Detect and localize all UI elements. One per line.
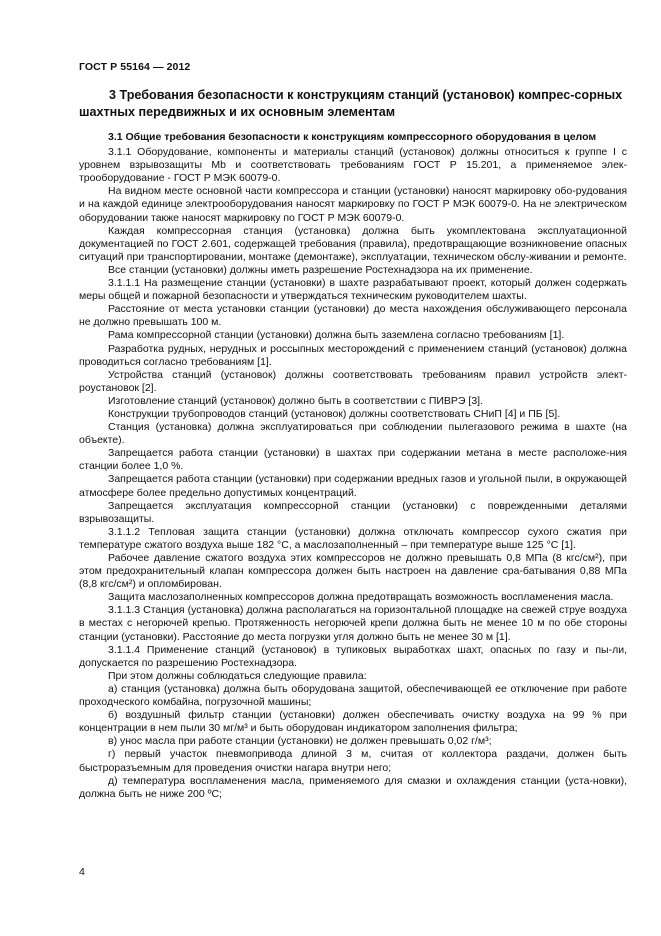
section-title-text: 3 Требования безопасности к конструкциям станций (установок) компрес-сорных шахтных передвижных и их основным элементам bbox=[79, 88, 623, 119]
paragraph: Защита маслозаполненных компрессоров должна предотвращать возможность воспламенения масла. bbox=[108, 591, 614, 604]
paragraph: При этом должны соблюдаться следующие правила: bbox=[108, 669, 367, 682]
paragraph: 3.1.1.4 Применение станций (установок) в тупиковых выработках шахт, опасных по газу и пы-ли, допускается по разрешению Ростехнадзора. bbox=[79, 643, 627, 669]
page-number: 4 bbox=[79, 866, 85, 878]
paragraph: 3.1.1.1 На размещение станции (установки) в шахте разрабатывают проект, который должен содержать меры общей и пожарной безопасности и утверждаться техническим руководителем шахты. bbox=[79, 277, 627, 303]
paragraph: Запрещается работа станции (установки) при содержании вредных газов и угольной пыли, в окружающей атмосфере более предельно допустимых концентраций. bbox=[79, 473, 627, 499]
paragraph: Запрещается эксплуатация компрессорной станции (установки) с поврежденными деталями взрывозащиты. bbox=[79, 499, 627, 525]
paragraph: Изготовление станций (установок) должно быть в соответствии с ПИВРЭ [3]. bbox=[108, 394, 483, 407]
paragraph: Устройства станций (установок) должны соответствовать требованиям правил устройств элект-роустановок [2]. bbox=[79, 368, 627, 394]
paragraph: Конструкции трубопроводов станций (установок) должны соответствовать СНиП [4] и ПБ [5]. bbox=[108, 407, 561, 420]
subsection-heading: 3.1 Общие требования безопасности к конструкциям компрессорного оборудования в целом bbox=[108, 131, 597, 143]
paragraph: г) первый участок пневмопривода длиной 3 м, считая от коллектора раздачи, должен быть быстроразъемным для проведения очистки нагара внутри него; bbox=[79, 748, 627, 774]
paragraph: д) температура воспламенения масла, применяемого для смазки и охлаждения станции (уста-новки), должна быть не ниже 200 ºС; bbox=[79, 774, 627, 800]
paragraph: Рабочее давление сжатого воздуха этих компрессоров не должно превышать 0,8 МПа (8 кгс/см²), при этом предохранительный клапан компрессора должен быть настроен на давление сра-батывания 0,88 МПа (8,8 кгс/см²) и опломбирован. bbox=[79, 552, 627, 591]
document-header: ГОСТ Р 55164 — 2012 bbox=[79, 61, 191, 73]
paragraph: 3.1.1.3 Станция (установка) должна располагаться на горизонтальной площадке на свежей струе воздуха в местах с негорючей крепью. Протяженность негорючей крепи должна быть не менее 10 м по обе стороны станции (установки). Расстояние до места погрузки угля должно быть не менее 30 м [1]. bbox=[79, 604, 627, 643]
paragraph: Все станции (установки) должны иметь разрешение Ростехнадзора на их применение. bbox=[108, 263, 533, 276]
paragraph: На видном месте основной части компрессора и станции (установки) наносят маркировку обо-рудования и на каждой единице электрооборудования наносят маркировку по ГОСТ Р МЭК 60079-0. На не электрическом оборудовании также наносят маркировку по ГОСТ Р МЭК 60079-0. bbox=[79, 185, 627, 224]
paragraph: Каждая компрессорная станция (установка) должна быть укомплектована эксплуатационной документацией по ГОСТ 2.601, содержащей требования (правила), предотвращающие возникновение опасных ситуаций при транспортировании, монтаже (демонтаже), эксплуатации, техническом обслу-живании и ремонте. bbox=[79, 224, 627, 263]
paragraph: Запрещается работа станции (установки) в шахтах при содержании метана в месте расположе-ния станции более 1,0 %. bbox=[79, 447, 627, 473]
paragraph: Расстояние от места установки станции (установки) до места нахождения обслуживающего персонала не должно превышать 100 м. bbox=[79, 303, 627, 329]
paragraph: Рама компрессорной станции (установки) должна быть заземлена согласно требованиям [1]. bbox=[108, 329, 565, 342]
paragraph: 3.1.1 Оборудование, компоненты и материалы станций (установок) должны относиться к группе I с уровнем взрывозащиты Mb и соответствовать требованиям ГОСТ Р 15.201, а применяемое элек-трооборудование - ГОСТ Р МЭК 60079-0. bbox=[79, 146, 627, 185]
paragraph: в) унос масла при работе станции (установки) не должен превышать 0,02 г/м³; bbox=[108, 735, 492, 748]
document-body bbox=[79, 131, 627, 801]
paragraph: б) воздушный фильтр станции (установки) должен обеспечивать очистку воздуха на 99 % при концентрации в нем пыли 30 мг/м³ и быть оборудован индикатором заполнения фильтра; bbox=[79, 709, 627, 735]
section-title bbox=[79, 87, 627, 121]
paragraph: а) станция (установка) должна быть оборудована защитой, обеспечивающей ее отключение при работе проходческого комбайна, погрузочной машины; bbox=[79, 682, 627, 709]
paragraph: Станция (установка) должна эксплуатироваться при соблюдении пылегазового режима в шахте (на объекте). bbox=[79, 421, 627, 447]
paragraph: 3.1.1.2 Тепловая защита станции (установки) должна отключать компрессор сухого сжатия при температуре сжатого воздуха выше 182 °С, а маслозаполненный – при температуре выше 125 °С [1]. bbox=[79, 525, 627, 551]
paragraph: Разработка рудных, нерудных и россыпных месторождений с применением станций (установок) должна проводиться согласно требованиям [1]. bbox=[79, 342, 627, 368]
